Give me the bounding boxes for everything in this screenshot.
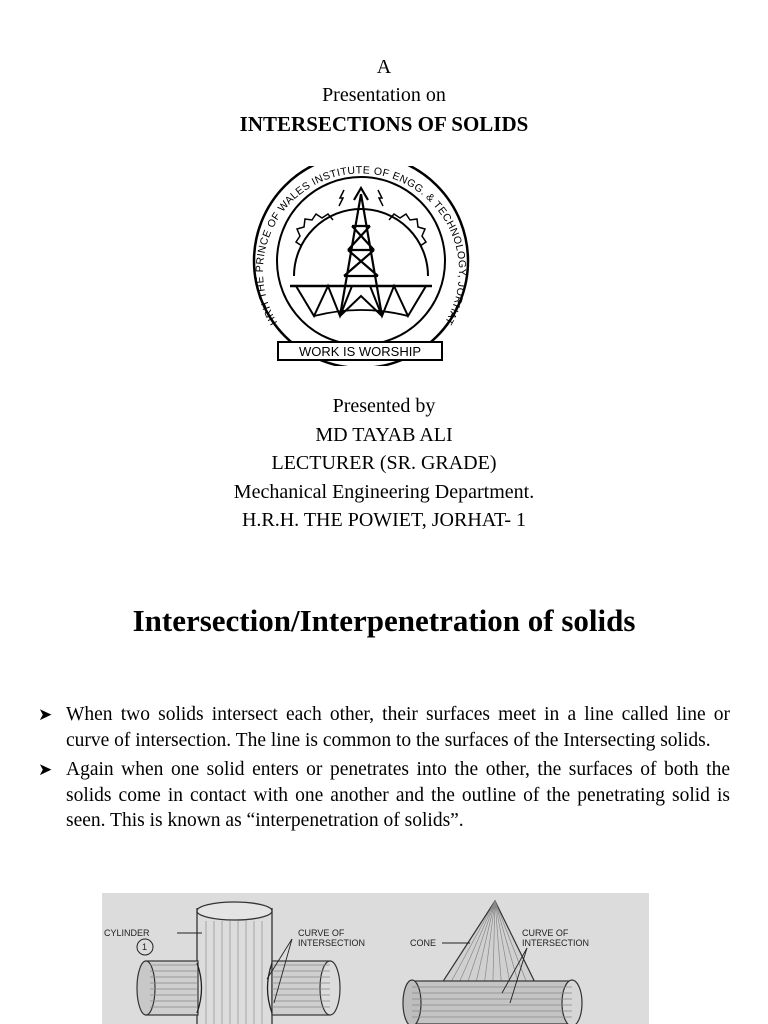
section-heading: Intersection/Interpenetration of solids — [132, 603, 636, 638]
intersection-figure — [102, 893, 649, 1024]
institute-logo — [244, 166, 478, 366]
logo-ring-text: HRH THE PRINCE OF WALES INSTITUTE OF ENGG. & TECHNOLOGY, JORHAT — [253, 166, 469, 327]
bullet-list — [38, 702, 730, 838]
label-cone: CONE — [410, 938, 437, 948]
presenter-department: Mechanical Engineering Department. — [233, 481, 535, 503]
label-number: 1 — [142, 942, 148, 952]
page-title: INTERSECTIONS OF SOLIDS — [239, 112, 529, 136]
title-line-a: A — [376, 56, 392, 78]
arrow-bullet-icon: ➤ — [38, 760, 53, 779]
list-item — [38, 757, 730, 834]
presented-by-label: Presented by — [332, 395, 436, 417]
label-curve-of-intersection-2: CURVE OF INTERSECTION — [522, 928, 590, 948]
presenter-name: MD TAYAB ALI — [315, 424, 453, 446]
label-cylinder: CYLINDER — [104, 928, 150, 938]
figure-drawing — [102, 893, 649, 1024]
list-item — [38, 702, 730, 753]
label-curve-of-intersection-1: CURVE OF INTERSECTION — [298, 928, 366, 948]
list-item-text: Again when one solid enters or penetrates into the other, the surfaces of both the solids come in contact with one another and the outline of the penetrating solid is seen. This is known as “interpenetration of solids”. — [66, 759, 730, 831]
list-item-text: When two solids intersect each other, their surfaces meet in a line called line or curve of intersection. The line is common to the surfaces of the Intersecting solids. — [66, 704, 730, 751]
arrow-bullet-icon: ➤ — [38, 705, 53, 724]
title-line-presentation: Presentation on — [322, 84, 446, 106]
logo-motto: WORK IS WORSHIP — [298, 344, 422, 359]
presenter-designation: LECTURER (SR. GRADE) — [271, 452, 497, 474]
presenter-institute: H.R.H. THE POWIET, JORHAT- 1 — [241, 509, 527, 531]
